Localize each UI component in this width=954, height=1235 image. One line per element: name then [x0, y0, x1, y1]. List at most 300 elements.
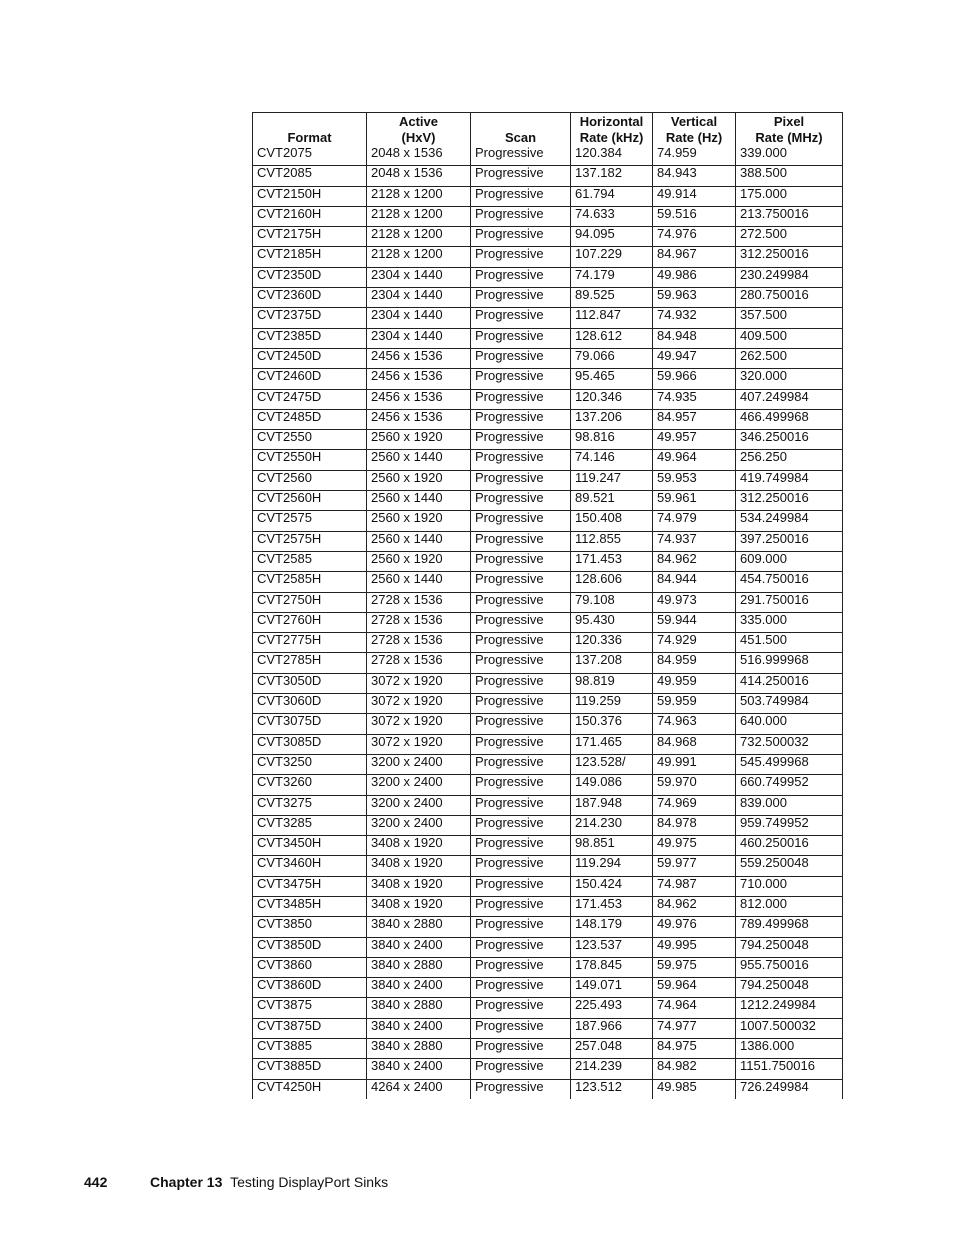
- table-cell: Progressive: [471, 166, 571, 186]
- table-cell: CVT2485D: [253, 409, 367, 429]
- table-row: [253, 896, 843, 916]
- table-cell: 49.947: [653, 348, 736, 368]
- table-cell: CVT2350D: [253, 267, 367, 287]
- table-cell: Progressive: [471, 1079, 571, 1099]
- table-cell: 516.999968: [736, 653, 843, 673]
- table-cell: 74.976: [653, 227, 736, 247]
- table-row: [253, 734, 843, 754]
- table-cell: 2728 x 1536: [367, 592, 471, 612]
- table-row: [253, 856, 843, 876]
- table-cell: Progressive: [471, 369, 571, 389]
- table-cell: 839.000: [736, 795, 843, 815]
- table-cell: Progressive: [471, 876, 571, 896]
- table-cell: 2128 x 1200: [367, 247, 471, 267]
- table-cell: Progressive: [471, 430, 571, 450]
- table-cell: 2456 x 1536: [367, 348, 471, 368]
- column-header-line: Horizontal: [579, 114, 644, 129]
- table-cell: 59.966: [653, 369, 736, 389]
- table-cell: Progressive: [471, 815, 571, 835]
- table-cell: 3408 x 1920: [367, 876, 471, 896]
- table-cell: 137.208: [571, 653, 653, 673]
- table-cell: 955.750016: [736, 957, 843, 977]
- table-cell: 74.179: [571, 267, 653, 287]
- table-row: [253, 470, 843, 490]
- table-cell: Progressive: [471, 714, 571, 734]
- table-cell: CVT3475H: [253, 876, 367, 896]
- table-cell: 49.914: [653, 186, 736, 206]
- table-cell: CVT2560H: [253, 491, 367, 511]
- table-body: [253, 146, 843, 1099]
- table-cell: CVT2785H: [253, 653, 367, 673]
- table-cell: CVT2385D: [253, 328, 367, 348]
- table-row: [253, 308, 843, 328]
- table-cell: 84.978: [653, 815, 736, 835]
- table-row: [253, 673, 843, 693]
- table-cell: CVT2585H: [253, 572, 367, 592]
- table-cell: 460.250016: [736, 836, 843, 856]
- video-format-table: [252, 112, 843, 1099]
- table-cell: 74.146: [571, 450, 653, 470]
- column-header-line: Format: [287, 130, 332, 145]
- table-cell: 1007.500032: [736, 1018, 843, 1038]
- table-cell: CVT3285: [253, 815, 367, 835]
- table-cell: CVT3060D: [253, 694, 367, 714]
- chapter-title: Testing DisplayPort Sinks: [230, 1174, 389, 1190]
- table-cell: 1151.750016: [736, 1059, 843, 1079]
- table-cell: 3840 x 2880: [367, 1039, 471, 1059]
- table-cell: 3840 x 2880: [367, 957, 471, 977]
- table-cell: CVT3850: [253, 917, 367, 937]
- table-cell: 2560 x 1440: [367, 491, 471, 511]
- table-cell: Progressive: [471, 328, 571, 348]
- table-cell: Progressive: [471, 1018, 571, 1038]
- table-cell: CVT3485H: [253, 896, 367, 916]
- table-cell: 59.963: [653, 288, 736, 308]
- table-cell: 794.250048: [736, 937, 843, 957]
- table-cell: Progressive: [471, 998, 571, 1018]
- table-cell: CVT2585: [253, 551, 367, 571]
- table-cell: 812.000: [736, 896, 843, 916]
- table-cell: CVT2475D: [253, 389, 367, 409]
- table-cell: Progressive: [471, 247, 571, 267]
- column-header-line: (HxV): [401, 130, 436, 145]
- column-header: [253, 113, 367, 147]
- table-cell: 2560 x 1920: [367, 551, 471, 571]
- table-cell: CVT4250H: [253, 1079, 367, 1099]
- table-cell: CVT2375D: [253, 308, 367, 328]
- table-row: [253, 1018, 843, 1038]
- table-cell: Progressive: [471, 896, 571, 916]
- table-cell: 61.794: [571, 186, 653, 206]
- table-cell: Progressive: [471, 206, 571, 226]
- table-cell: 3072 x 1920: [367, 673, 471, 693]
- table-cell: 49.973: [653, 592, 736, 612]
- table-header: [253, 113, 843, 147]
- table-row: [253, 389, 843, 409]
- table-cell: CVT3085D: [253, 734, 367, 754]
- table-cell: 123.512: [571, 1079, 653, 1099]
- table-cell: 79.066: [571, 348, 653, 368]
- table-cell: 3072 x 1920: [367, 734, 471, 754]
- table-cell: 49.964: [653, 450, 736, 470]
- table-cell: 175.000: [736, 186, 843, 206]
- table-cell: 187.966: [571, 1018, 653, 1038]
- table-cell: 74.969: [653, 795, 736, 815]
- table-cell: 120.346: [571, 389, 653, 409]
- column-header: [471, 113, 571, 147]
- table-cell: 149.086: [571, 775, 653, 795]
- column-header-line: Vertical: [670, 114, 718, 129]
- table-cell: Progressive: [471, 734, 571, 754]
- table-cell: CVT3885D: [253, 1059, 367, 1079]
- table-row: [253, 531, 843, 551]
- table-cell: Progressive: [471, 937, 571, 957]
- table-cell: 2304 x 1440: [367, 288, 471, 308]
- table-cell: 178.845: [571, 957, 653, 977]
- table-cell: 84.962: [653, 551, 736, 571]
- table-cell: CVT3875: [253, 998, 367, 1018]
- table-row: [253, 633, 843, 653]
- column-header-line: Scan: [504, 130, 537, 145]
- table-cell: CVT2360D: [253, 288, 367, 308]
- table-cell: Progressive: [471, 694, 571, 714]
- table-cell: Progressive: [471, 308, 571, 328]
- table-row: [253, 227, 843, 247]
- table-cell: 74.932: [653, 308, 736, 328]
- column-header-line: Active: [398, 114, 439, 129]
- table-cell: 123.528/: [571, 754, 653, 774]
- table-cell: 74.937: [653, 531, 736, 551]
- table-cell: 84.943: [653, 166, 736, 186]
- table-row: [253, 714, 843, 734]
- table-cell: 3072 x 1920: [367, 694, 471, 714]
- table-cell: 214.239: [571, 1059, 653, 1079]
- table-cell: Progressive: [471, 754, 571, 774]
- table-cell: 3840 x 2880: [367, 917, 471, 937]
- column-header-line: [255, 114, 364, 130]
- table-cell: 119.294: [571, 856, 653, 876]
- table-cell: 150.408: [571, 511, 653, 531]
- table-cell: 3840 x 2400: [367, 1018, 471, 1038]
- table-cell: CVT2175H: [253, 227, 367, 247]
- table-cell: CVT2075: [253, 146, 367, 166]
- table-cell: 74.987: [653, 876, 736, 896]
- table-cell: 3840 x 2400: [367, 978, 471, 998]
- table-cell: Progressive: [471, 653, 571, 673]
- table-cell: Progressive: [471, 227, 571, 247]
- table-cell: 84.944: [653, 572, 736, 592]
- table-row: [253, 450, 843, 470]
- table-cell: CVT2575: [253, 511, 367, 531]
- page-footer: [84, 1174, 388, 1190]
- table-cell: Progressive: [471, 856, 571, 876]
- table-cell: 98.819: [571, 673, 653, 693]
- table-cell: 171.453: [571, 551, 653, 571]
- table-cell: Progressive: [471, 1039, 571, 1059]
- table-cell: Progressive: [471, 389, 571, 409]
- table-cell: 2560 x 1920: [367, 470, 471, 490]
- table-cell: 49.995: [653, 937, 736, 957]
- column-header-line: Pixel: [773, 114, 805, 129]
- table-cell: 2560 x 1440: [367, 450, 471, 470]
- table-cell: CVT3860D: [253, 978, 367, 998]
- table-cell: 1212.249984: [736, 998, 843, 1018]
- table-cell: 280.750016: [736, 288, 843, 308]
- table-cell: Progressive: [471, 551, 571, 571]
- table-cell: 123.537: [571, 937, 653, 957]
- table-cell: 84.982: [653, 1059, 736, 1079]
- table-cell: 84.948: [653, 328, 736, 348]
- table-cell: 357.500: [736, 308, 843, 328]
- table-cell: CVT2775H: [253, 633, 367, 653]
- table-cell: 171.453: [571, 896, 653, 916]
- column-header: [367, 113, 471, 147]
- table-cell: 89.525: [571, 288, 653, 308]
- table-cell: CVT2760H: [253, 612, 367, 632]
- table-row: [253, 409, 843, 429]
- table-cell: 149.071: [571, 978, 653, 998]
- table-cell: 3408 x 1920: [367, 896, 471, 916]
- table-cell: 84.962: [653, 896, 736, 916]
- table-cell: CVT3875D: [253, 1018, 367, 1038]
- table-cell: CVT3450H: [253, 836, 367, 856]
- table-cell: 214.230: [571, 815, 653, 835]
- table-cell: 213.750016: [736, 206, 843, 226]
- table-cell: 257.048: [571, 1039, 653, 1059]
- table-cell: Progressive: [471, 978, 571, 998]
- table-cell: 84.968: [653, 734, 736, 754]
- table-cell: 262.500: [736, 348, 843, 368]
- table-cell: 710.000: [736, 876, 843, 896]
- table-cell: 59.944: [653, 612, 736, 632]
- table-cell: Progressive: [471, 572, 571, 592]
- table-cell: CVT2460D: [253, 369, 367, 389]
- table-cell: 312.250016: [736, 491, 843, 511]
- table-cell: 466.499968: [736, 409, 843, 429]
- table-row: [253, 694, 843, 714]
- table-cell: CVT2560: [253, 470, 367, 490]
- table-cell: 120.336: [571, 633, 653, 653]
- table-cell: 3200 x 2400: [367, 775, 471, 795]
- table-cell: CVT2750H: [253, 592, 367, 612]
- table-row: [253, 146, 843, 166]
- table-cell: 49.991: [653, 754, 736, 774]
- table-cell: 59.959: [653, 694, 736, 714]
- table-cell: 414.250016: [736, 673, 843, 693]
- table-row: [253, 328, 843, 348]
- table-cell: 3840 x 2400: [367, 1059, 471, 1079]
- table-cell: 3840 x 2400: [367, 937, 471, 957]
- table-cell: 959.749952: [736, 815, 843, 835]
- table-row: [253, 775, 843, 795]
- table-row: [253, 348, 843, 368]
- table-cell: 84.967: [653, 247, 736, 267]
- table-cell: CVT3460H: [253, 856, 367, 876]
- table-row: [253, 754, 843, 774]
- table-cell: Progressive: [471, 186, 571, 206]
- table-row: [253, 491, 843, 511]
- table-cell: 89.521: [571, 491, 653, 511]
- table-cell: 59.975: [653, 957, 736, 977]
- table-cell: 660.749952: [736, 775, 843, 795]
- table-cell: 3840 x 2880: [367, 998, 471, 1018]
- table-cell: 545.499968: [736, 754, 843, 774]
- table-cell: 95.465: [571, 369, 653, 389]
- table-cell: 503.749984: [736, 694, 843, 714]
- table-cell: CVT2575H: [253, 531, 367, 551]
- table-cell: Progressive: [471, 836, 571, 856]
- table-cell: Progressive: [471, 612, 571, 632]
- table-row: [253, 511, 843, 531]
- table-cell: 726.249984: [736, 1079, 843, 1099]
- table-row: [253, 653, 843, 673]
- table-cell: 187.948: [571, 795, 653, 815]
- table-cell: 3072 x 1920: [367, 714, 471, 734]
- table-cell: 559.250048: [736, 856, 843, 876]
- table-row: [253, 166, 843, 186]
- table-cell: Progressive: [471, 775, 571, 795]
- table-cell: 407.249984: [736, 389, 843, 409]
- chapter-label: Chapter 13: [150, 1174, 223, 1190]
- table-cell: 148.179: [571, 917, 653, 937]
- table-row: [253, 795, 843, 815]
- table-cell: 225.493: [571, 998, 653, 1018]
- table-cell: 150.424: [571, 876, 653, 896]
- table-cell: 609.000: [736, 551, 843, 571]
- table-cell: CVT2185H: [253, 247, 367, 267]
- table-cell: 49.957: [653, 430, 736, 450]
- table-cell: 49.976: [653, 917, 736, 937]
- table-cell: 120.384: [571, 146, 653, 166]
- table-cell: 2456 x 1536: [367, 409, 471, 429]
- table-row: [253, 288, 843, 308]
- table-row: [253, 612, 843, 632]
- table-cell: 534.249984: [736, 511, 843, 531]
- table-cell: 2304 x 1440: [367, 308, 471, 328]
- table-cell: CVT3850D: [253, 937, 367, 957]
- table-cell: 107.229: [571, 247, 653, 267]
- table-row: [253, 1079, 843, 1099]
- column-header: [571, 113, 653, 147]
- table-cell: 409.500: [736, 328, 843, 348]
- table-cell: 74.977: [653, 1018, 736, 1038]
- table-row: [253, 876, 843, 896]
- table-cell: 3408 x 1920: [367, 836, 471, 856]
- table-cell: 74.963: [653, 714, 736, 734]
- table-cell: 291.750016: [736, 592, 843, 612]
- table-cell: 74.964: [653, 998, 736, 1018]
- table-cell: 2560 x 1920: [367, 511, 471, 531]
- column-header-line: Rate (MHz): [755, 130, 823, 145]
- table-cell: Progressive: [471, 267, 571, 287]
- table-cell: 3200 x 2400: [367, 795, 471, 815]
- table-cell: 4264 x 2400: [367, 1079, 471, 1099]
- table-cell: 84.957: [653, 409, 736, 429]
- table-cell: 84.975: [653, 1039, 736, 1059]
- table-cell: 137.182: [571, 166, 653, 186]
- table-cell: 2560 x 1920: [367, 430, 471, 450]
- table-cell: 454.750016: [736, 572, 843, 592]
- table-cell: Progressive: [471, 450, 571, 470]
- table-cell: Progressive: [471, 348, 571, 368]
- table-cell: 74.979: [653, 511, 736, 531]
- table-cell: 2304 x 1440: [367, 267, 471, 287]
- table-row: [253, 917, 843, 937]
- table-cell: 59.953: [653, 470, 736, 490]
- table-cell: 98.851: [571, 836, 653, 856]
- table-cell: Progressive: [471, 511, 571, 531]
- table-cell: CVT3275: [253, 795, 367, 815]
- table-cell: 2728 x 1536: [367, 653, 471, 673]
- table-cell: 2728 x 1536: [367, 612, 471, 632]
- table-cell: CVT3075D: [253, 714, 367, 734]
- table-cell: 3200 x 2400: [367, 754, 471, 774]
- table-row: [253, 957, 843, 977]
- table-cell: 2128 x 1200: [367, 227, 471, 247]
- table-cell: 789.499968: [736, 917, 843, 937]
- table-cell: Progressive: [471, 1059, 571, 1079]
- table-cell: 128.612: [571, 328, 653, 348]
- table-cell: 84.959: [653, 653, 736, 673]
- table-cell: Progressive: [471, 470, 571, 490]
- table-row: [253, 836, 843, 856]
- table-row: [253, 978, 843, 998]
- table-cell: 2456 x 1536: [367, 389, 471, 409]
- table-cell: 119.247: [571, 470, 653, 490]
- table-cell: 94.095: [571, 227, 653, 247]
- table-cell: 59.961: [653, 491, 736, 511]
- table-row: [253, 998, 843, 1018]
- table-cell: 2128 x 1200: [367, 206, 471, 226]
- column-header-line: Rate (Hz): [665, 130, 723, 145]
- table-cell: 2728 x 1536: [367, 633, 471, 653]
- table-cell: CVT3885: [253, 1039, 367, 1059]
- table-cell: 59.964: [653, 978, 736, 998]
- table-row: [253, 369, 843, 389]
- table-cell: 59.516: [653, 206, 736, 226]
- table-cell: 49.985: [653, 1079, 736, 1099]
- table-cell: Progressive: [471, 409, 571, 429]
- table-row: [253, 267, 843, 287]
- table-cell: 312.250016: [736, 247, 843, 267]
- table-cell: Progressive: [471, 917, 571, 937]
- table-cell: 49.975: [653, 836, 736, 856]
- table-cell: Progressive: [471, 795, 571, 815]
- table-cell: 137.206: [571, 409, 653, 429]
- table-cell: 49.986: [653, 267, 736, 287]
- table-cell: 119.259: [571, 694, 653, 714]
- table-row: [253, 186, 843, 206]
- table-cell: 59.970: [653, 775, 736, 795]
- table-cell: Progressive: [471, 491, 571, 511]
- table-row: [253, 572, 843, 592]
- table-row: [253, 592, 843, 612]
- table-cell: 3200 x 2400: [367, 815, 471, 835]
- table-cell: 74.935: [653, 389, 736, 409]
- table-cell: CVT3250: [253, 754, 367, 774]
- table-cell: 256.250: [736, 450, 843, 470]
- table-cell: 335.000: [736, 612, 843, 632]
- table-row: [253, 937, 843, 957]
- table-cell: 112.855: [571, 531, 653, 551]
- table-cell: Progressive: [471, 146, 571, 166]
- table-cell: CVT3260: [253, 775, 367, 795]
- column-header: [736, 113, 843, 147]
- table-cell: 74.929: [653, 633, 736, 653]
- table-cell: CVT3860: [253, 957, 367, 977]
- table-row: [253, 206, 843, 226]
- table-cell: CVT2160H: [253, 206, 367, 226]
